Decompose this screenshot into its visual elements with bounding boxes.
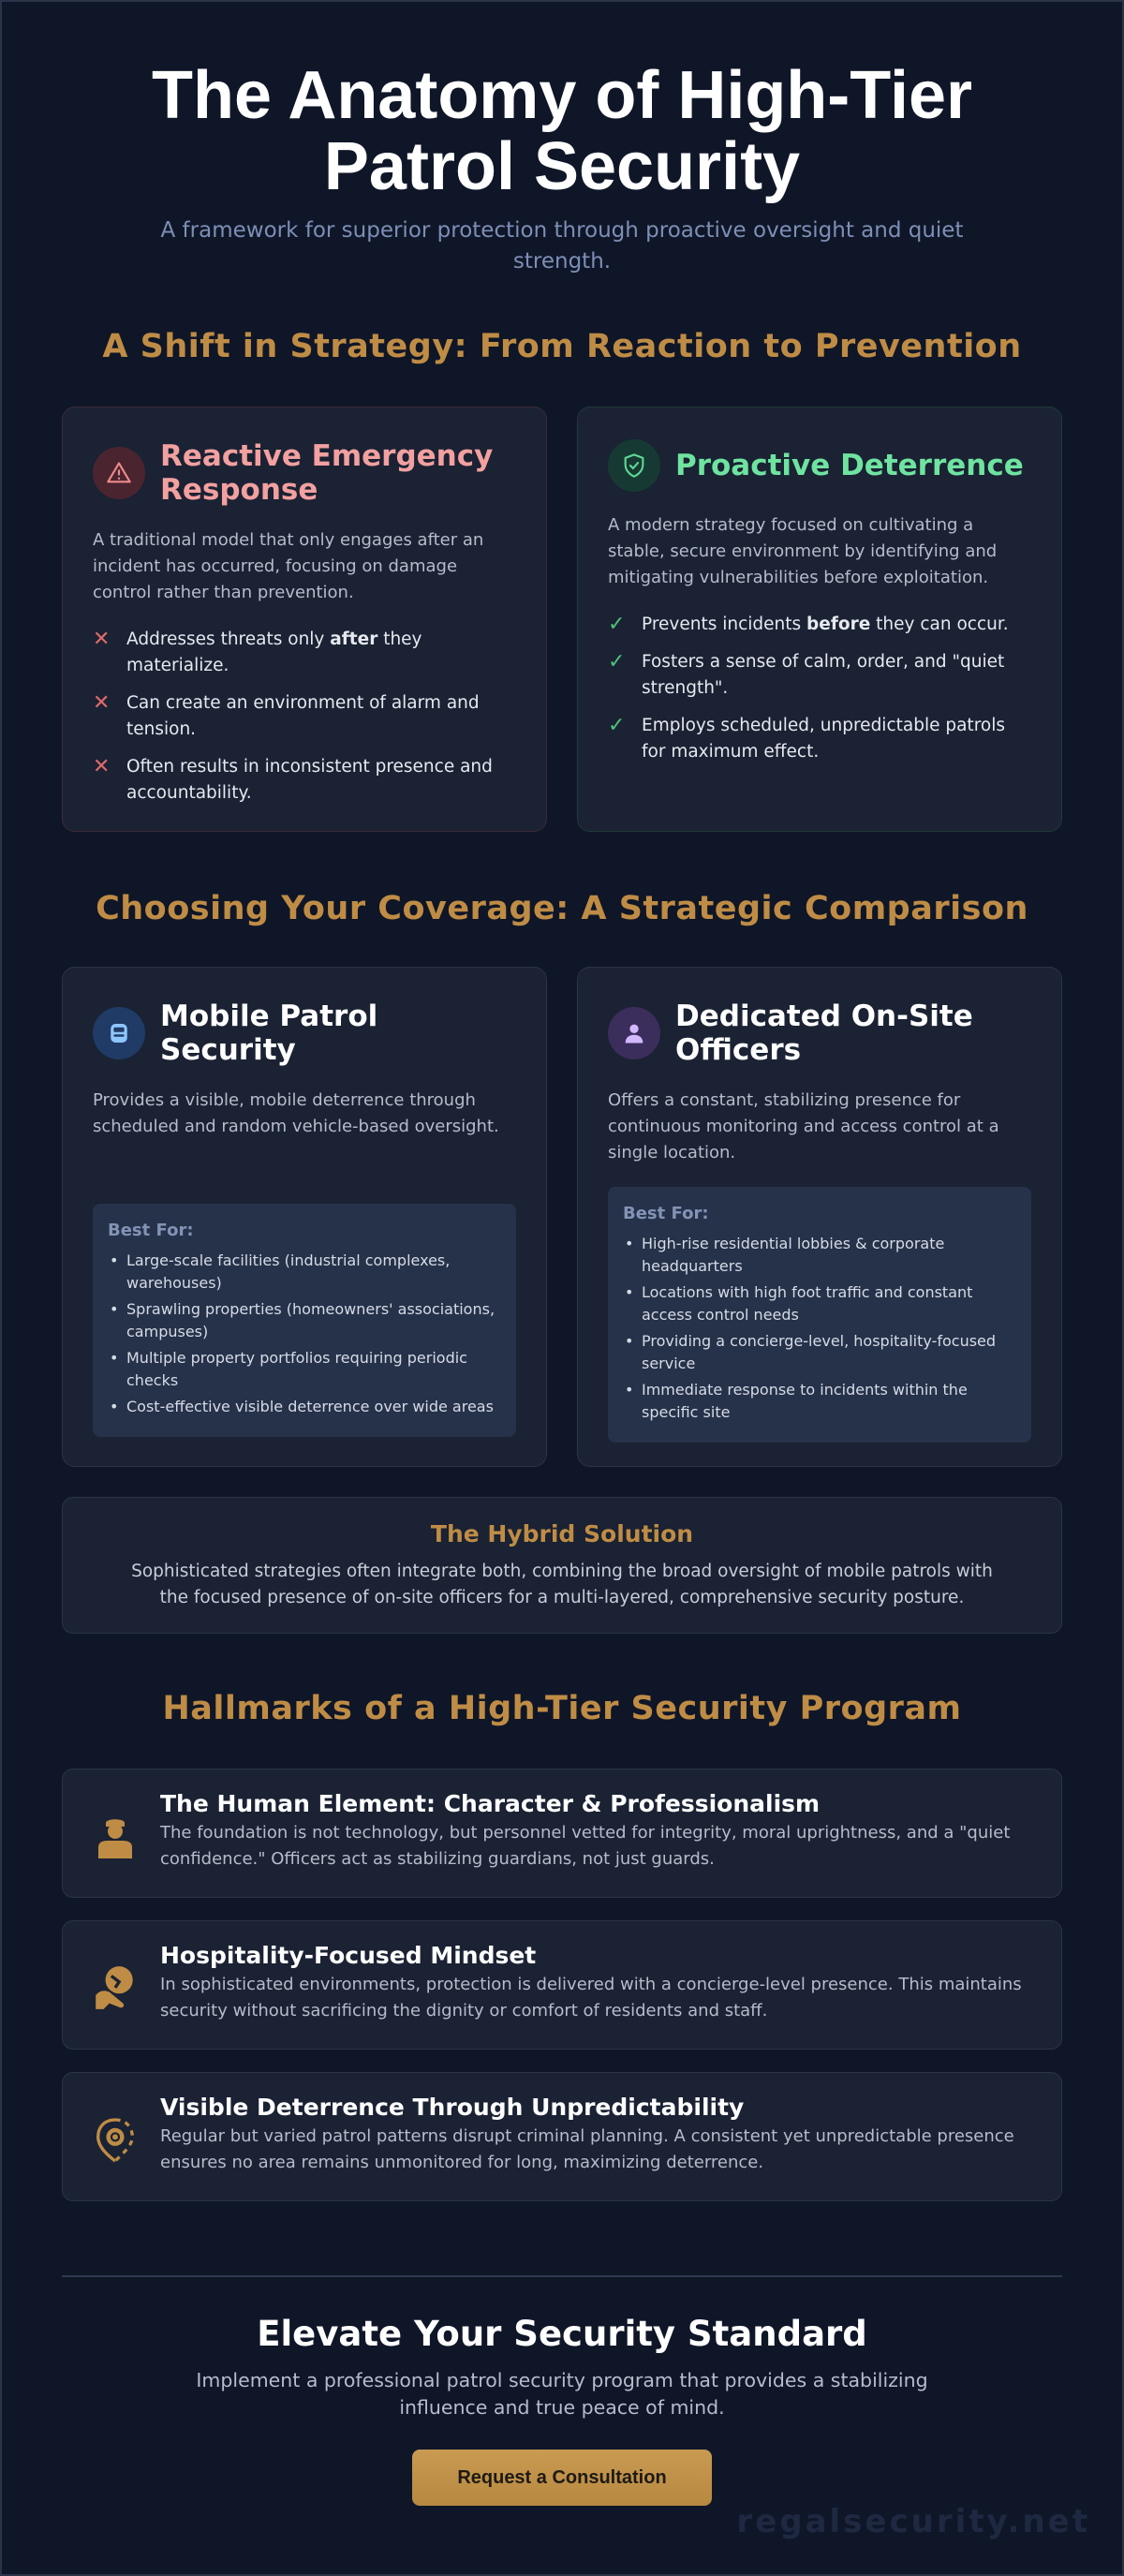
cta-title: Elevate Your Security Standard [257, 2314, 867, 2354]
page-subtitle: A framework for superior protection through proactive oversight and quiet strength. [160, 218, 964, 274]
onsite-officers-card [577, 967, 1062, 1467]
list-item: ✕ Often results in inconsistent presence and accountability. [93, 754, 516, 807]
hallmark-title: The Human Element: Character & Professionalism [160, 1790, 821, 1817]
cta-text: Implement a professional patrol security program that provides a stabilizing influence and true peace of mind. [196, 2369, 928, 2419]
hallmark-text: Regular but varied patrol patterns disrupt criminal planning. A consistent yet unpredictable presence ensures no area remains unmonitored for long, maximizing deterrence. [160, 2126, 1014, 2172]
onsite-best-for [608, 1187, 1031, 1443]
best-for-label: Best For: [108, 1221, 194, 1240]
list-item: ✕ Can create an environment of alarm and tension. [93, 690, 516, 743]
list-item: • Locations with high foot traffic and constant access control needs [623, 1281, 1016, 1326]
officer-person-icon [608, 1007, 660, 1059]
list-item: • Large-scale facilities (industrial complexes, warehouses) [108, 1250, 501, 1295]
warning-triangle-icon [93, 447, 145, 499]
mobile-best-for [93, 1204, 516, 1437]
proactive-title: Proactive Deterrence [675, 449, 1024, 482]
patrol-car-icon [93, 1007, 145, 1059]
reactive-list [93, 627, 516, 807]
proactive-card [577, 407, 1062, 832]
request-consultation-button[interactable]: Request a Consultation [412, 2450, 712, 2506]
security-officer-icon [89, 1811, 141, 1863]
list-item: • Immediate response to incidents within the specific site [623, 1379, 1016, 1424]
list-item: ✓ Fosters a sense of calm, order, and "quiet strength". [608, 649, 1031, 702]
list-item: • High-rise residential lobbies & corporate headquarters [623, 1233, 1016, 1278]
check-mark-icon: ✓ [608, 650, 626, 674]
hallmark-unpredictability [62, 2072, 1062, 2201]
coverage-section-title: Choosing Your Coverage: A Strategic Comparison [96, 890, 1028, 927]
reactive-description: A traditional model that only engages after an incident has occurred, focusing on damage control rather than prevention. [93, 530, 484, 602]
best-for-label: Best For: [623, 1204, 709, 1223]
hallmark-text: The foundation is not technology, but personnel vetted for integrity, moral uprightness, and a "quiet confidence." Officers act as stabilizing guardians, not just guards. [160, 1823, 1011, 1869]
list-item: • Sprawling properties (homeowners' associations, campuses) [108, 1298, 501, 1343]
concierge-icon [89, 1962, 141, 2015]
mobile-patrol-description: Provides a visible, mobile deterrence through scheduled and random vehicle-based oversight. [93, 1090, 499, 1136]
reactive-title: Reactive Emergency Response [160, 439, 494, 507]
hallmark-human-element [62, 1769, 1062, 1898]
check-mark-icon: ✓ [608, 613, 626, 636]
hallmark-title: Visible Deterrence Through Unpredictability [160, 2094, 745, 2121]
hallmarks-section-title: Hallmarks of a High-Tier Security Program [162, 1690, 962, 1727]
reactive-card [62, 407, 547, 832]
x-mark-icon: ✕ [93, 628, 111, 651]
cta-section [0, 2314, 1124, 2506]
hallmark-text: In sophisticated environments, protection is delivered with a concierge-level presence. This maintains security without sacrificing the dignity or comfort of residents and staff. [160, 1975, 1022, 2021]
coverage-comparison [62, 967, 1062, 1467]
x-mark-icon: ✕ [93, 691, 111, 715]
proactive-description: A modern strategy focused on cultivating a stable, secure environment by identifying and mitigating vulnerabilities before exploitation. [608, 515, 998, 587]
proactive-list [608, 612, 1031, 765]
onsite-officers-description: Offers a constant, stabilizing presence for continuous monitoring and access control at a single location. [608, 1090, 999, 1162]
mobile-patrol-card [62, 967, 547, 1467]
hybrid-solution-card [62, 1497, 1062, 1634]
location-target-icon [89, 2114, 141, 2167]
strategy-comparison [62, 407, 1062, 832]
mobile-patrol-title: Mobile Patrol Security [160, 999, 378, 1067]
list-item: • Multiple property portfolios requiring periodic checks [108, 1347, 501, 1392]
watermark: regalsecurity.net [736, 2503, 1090, 2540]
hallmark-hospitality [62, 1920, 1062, 2050]
list-item: • Cost-effective visible deterrence over wide areas [108, 1396, 501, 1418]
hybrid-title: The Hybrid Solution [430, 1520, 694, 1547]
check-mark-icon: ✓ [608, 714, 626, 737]
shield-check-icon [608, 439, 660, 492]
list-item: ✓ Employs scheduled, unpredictable patrols for maximum effect. [608, 713, 1031, 765]
page-title: The Anatomy of High-Tier Patrol Security [151, 58, 973, 204]
divider [62, 2275, 1062, 2277]
list-item: ✕ Addresses threats only after they materialize. [93, 627, 516, 679]
x-mark-icon: ✕ [93, 755, 111, 778]
hallmark-title: Hospitality-Focused Mindset [160, 1942, 537, 1969]
strategy-section-title: A Shift in Strategy: From Reaction to Prevention [102, 328, 1022, 365]
list-item: • Providing a concierge-level, hospitality-focused service [623, 1330, 1016, 1375]
list-item: ✓ Prevents incidents before they can occur. [608, 613, 1009, 636]
onsite-officers-title: Dedicated On-Site Officers [675, 999, 973, 1067]
hybrid-text: Sophisticated strategies often integrate both, combining the broad oversight of mobile patrols with the focused presence of on-site officers for a multi-layered, comprehensive security posture. [131, 1562, 993, 1607]
